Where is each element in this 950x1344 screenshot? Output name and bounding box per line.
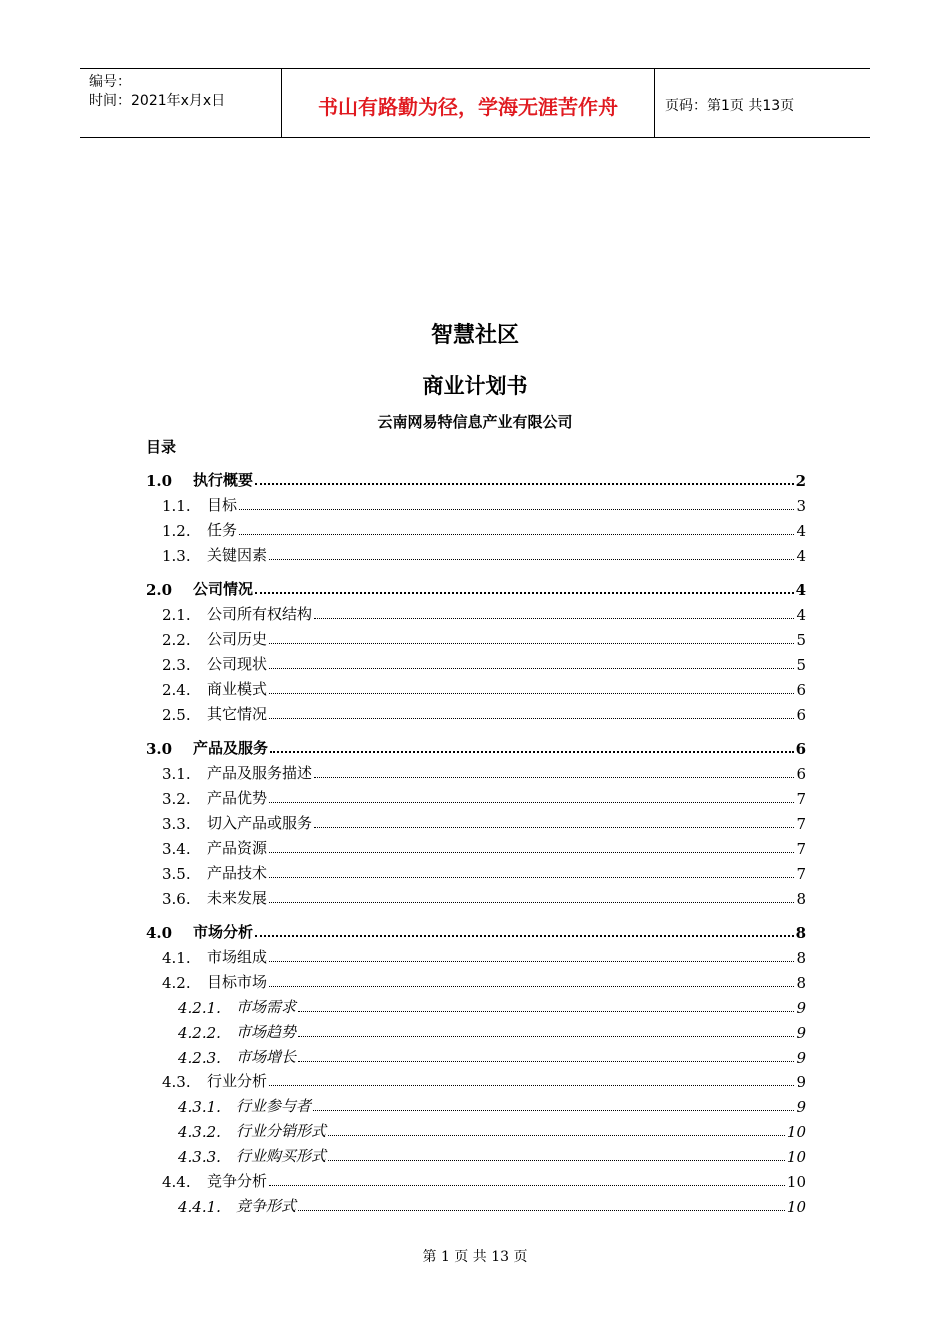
toc-entry-page: 6 — [796, 765, 806, 783]
toc-entry-label: 产品及服务 — [193, 739, 269, 757]
toc-leader-dots — [269, 693, 794, 694]
toc-entry-number: 3.3. — [162, 815, 191, 833]
header-page-label: 页码：第1页 共13页 — [665, 98, 795, 114]
toc-entry-number: 2.0 — [146, 581, 173, 599]
toc-leader-dots — [314, 827, 794, 828]
toc-leader-dots — [269, 852, 794, 853]
toc-entry-page: 2 — [795, 472, 806, 490]
toc-entry-page: 5 — [796, 656, 806, 674]
toc-entry-number: 3.2. — [162, 790, 191, 808]
toc-entry-number: 4.3.1. — [178, 1098, 221, 1116]
toc-entry-label: 产品优势 — [207, 789, 268, 807]
toc-entry[interactable] — [162, 945, 806, 967]
toc-leader-dots — [328, 1160, 785, 1161]
toc-entry[interactable] — [162, 677, 806, 699]
document-title: 智慧社区 — [430, 322, 519, 348]
toc-entry-label: 市场趋势 — [236, 1023, 297, 1041]
header-motto: 书山有路勤为径，学海无涯苦作舟 — [282, 69, 655, 137]
toc-entry-label: 任务 — [207, 521, 238, 539]
number-label: 编号： — [89, 74, 131, 90]
toc-leader-dots — [269, 802, 794, 803]
toc-entry-label: 行业分析 — [207, 1072, 268, 1090]
toc-entry[interactable] — [162, 811, 806, 833]
toc-entry[interactable] — [146, 920, 806, 942]
toc-entry-page: 9 — [796, 999, 806, 1017]
toc-leader-dots — [269, 961, 794, 962]
toc-leader-dots — [269, 668, 794, 669]
toc-entry-label: 行业参与者 — [236, 1097, 312, 1115]
toc-entry-number: 4.2.1. — [178, 999, 221, 1017]
toc-entry-number: 3.5. — [162, 865, 191, 883]
toc-entry[interactable] — [162, 970, 806, 992]
toc-entry-number: 3.1. — [162, 765, 191, 783]
toc-entry-number: 4.3.3. — [178, 1148, 221, 1166]
toc-entry[interactable] — [178, 1094, 806, 1116]
toc-entry[interactable] — [162, 543, 806, 565]
toc-entry-label: 商业模式 — [207, 680, 268, 698]
toc-entry-label: 公司所有权结构 — [207, 605, 313, 623]
toc-entry[interactable] — [178, 995, 806, 1017]
toc-leader-dots — [269, 1085, 794, 1086]
toc-entry-page: 6 — [796, 681, 806, 699]
toc-entry-page: 10 — [786, 1198, 806, 1216]
toc-entry-page: 6 — [796, 706, 806, 724]
toc-entry[interactable] — [178, 1045, 806, 1067]
toc-entry-number: 4.0 — [146, 924, 173, 942]
toc-entry[interactable] — [146, 577, 806, 599]
toc-leader-dots — [269, 559, 794, 560]
toc-entry[interactable] — [162, 1069, 806, 1091]
toc-entry-number: 4.1. — [162, 949, 191, 967]
toc-entry-label: 切入产品或服务 — [207, 814, 313, 832]
toc-entry-label: 产品资源 — [207, 839, 268, 857]
toc-entry-number: 4.2. — [162, 974, 191, 992]
toc-entry-page: 8 — [796, 974, 806, 992]
toc-leader-dots — [269, 986, 794, 987]
toc-entry-number: 4.2.2. — [178, 1024, 221, 1042]
toc-entry-label: 市场增长 — [236, 1048, 297, 1066]
toc-entry[interactable] — [178, 1194, 806, 1216]
toc-entry-page: 4 — [795, 581, 806, 599]
toc-entry-label: 执行概要 — [193, 471, 254, 489]
toc-leader-dots — [314, 618, 794, 619]
toc-entry-page: 9 — [796, 1098, 806, 1116]
header-meta-cell — [80, 69, 282, 137]
toc-leader-dots — [269, 718, 794, 719]
toc-entry-number: 2.3. — [162, 656, 191, 674]
toc-leader-dots — [269, 1185, 785, 1186]
toc-entry-label: 公司情况 — [193, 580, 254, 598]
toc-leader-dots — [298, 1061, 794, 1062]
toc-leader-dots — [298, 1210, 785, 1211]
toc-entry-number: 3.0 — [146, 740, 173, 758]
toc-entry[interactable] — [162, 518, 806, 540]
toc-leader-dots — [239, 534, 794, 535]
toc-entry[interactable] — [162, 602, 806, 624]
toc-entry-page: 7 — [796, 815, 806, 833]
document-subtitle: 商业计划书 — [422, 373, 528, 398]
toc-entry-page: 10 — [786, 1148, 806, 1166]
toc-entry-page: 10 — [786, 1173, 806, 1191]
toc-entry-number: 2.1. — [162, 606, 191, 624]
toc-entry-page: 5 — [796, 631, 806, 649]
toc-leader-dots — [328, 1135, 785, 1136]
toc-entry-label: 公司现状 — [207, 655, 268, 673]
toc-entry-number: 1.1. — [162, 497, 191, 515]
toc-entry-number: 1.2. — [162, 522, 191, 540]
toc-leader-dots — [269, 643, 794, 644]
toc-entry-label: 关键因素 — [207, 546, 268, 564]
toc-entry-page: 9 — [796, 1049, 806, 1067]
toc-entry-label: 目标市场 — [207, 973, 268, 991]
toc-entry-page: 4 — [796, 606, 806, 624]
toc-entry-number: 4.2.3. — [178, 1049, 221, 1067]
page-footer: 第 1 页 共 13 页 — [422, 1249, 528, 1265]
toc-entry-label: 其它情况 — [207, 705, 268, 723]
toc-entry[interactable] — [162, 652, 806, 674]
toc-entry-page: 7 — [796, 865, 806, 883]
toc-entry-page: 3 — [796, 497, 806, 515]
toc-entry-page: 7 — [796, 840, 806, 858]
toc-entry-number: 3.4. — [162, 840, 191, 858]
toc-leader-dots — [255, 935, 794, 937]
toc-entry[interactable] — [178, 1144, 806, 1166]
toc-entry-page: 10 — [786, 1123, 806, 1141]
toc-entry-label: 市场需求 — [236, 998, 297, 1016]
toc-leader-dots — [269, 877, 794, 878]
toc-entry-number: 2.2. — [162, 631, 191, 649]
toc-heading: 目录 — [146, 438, 177, 456]
page-header — [80, 68, 870, 138]
toc-entry-page: 8 — [796, 949, 806, 967]
toc-entry-number: 4.3.2. — [178, 1123, 221, 1141]
toc-entry[interactable] — [162, 493, 806, 515]
toc-entry-label: 市场组成 — [207, 948, 268, 966]
toc-entry[interactable] — [162, 1169, 806, 1191]
toc-entry-page: 9 — [796, 1024, 806, 1042]
company-name: 云南网易特信息产业有限公司 — [377, 413, 573, 431]
toc-leader-dots — [314, 777, 794, 778]
toc-leader-dots — [313, 1110, 794, 1111]
toc-entry-page: 6 — [795, 740, 806, 758]
toc-entry-number: 1.3. — [162, 547, 191, 565]
toc-entry-page: 8 — [795, 924, 806, 942]
toc-leader-dots — [239, 509, 794, 510]
toc-entry-label: 产品技术 — [207, 864, 268, 882]
toc-entry-label: 行业分销形式 — [236, 1122, 327, 1140]
toc-entry-label: 产品及服务描述 — [207, 764, 313, 782]
toc-leader-dots — [255, 483, 794, 485]
toc-entry-page: 4 — [796, 522, 806, 540]
toc-entry[interactable] — [162, 861, 806, 883]
toc-entry-number: 4.4.1. — [178, 1198, 221, 1216]
toc-entry[interactable] — [162, 627, 806, 649]
toc-entry-number: 2.4. — [162, 681, 191, 699]
toc-entry-page: 7 — [796, 790, 806, 808]
toc-entry[interactable] — [178, 1020, 806, 1042]
toc-entry-label: 行业购买形式 — [236, 1147, 327, 1165]
toc-entry-number: 1.0 — [146, 472, 173, 490]
toc-entry-label: 竞争形式 — [236, 1197, 297, 1215]
time-label: 时间：2021年x月x日 — [89, 93, 226, 109]
toc-entry[interactable] — [162, 761, 806, 783]
toc-entry-number: 4.3. — [162, 1073, 191, 1091]
toc-entry-label: 未来发展 — [207, 889, 268, 907]
toc-entry-label: 竞争分析 — [207, 1172, 268, 1190]
toc-leader-dots — [298, 1036, 794, 1037]
toc-entry-number: 3.6. — [162, 890, 191, 908]
toc-entry[interactable] — [178, 1119, 806, 1141]
toc-leader-dots — [270, 751, 794, 753]
toc-entry[interactable] — [162, 786, 806, 808]
toc-leader-dots — [269, 902, 794, 903]
toc-entry-label: 目标 — [207, 496, 238, 514]
toc-entry[interactable] — [162, 886, 806, 908]
toc-entry[interactable] — [146, 468, 806, 490]
toc-entry[interactable] — [162, 836, 806, 858]
toc-entry-label: 市场分析 — [193, 923, 254, 941]
toc-entry[interactable] — [146, 736, 806, 758]
toc-entry-number: 4.4. — [162, 1173, 191, 1191]
toc-entry[interactable] — [162, 702, 806, 724]
toc-entry-page: 8 — [796, 890, 806, 908]
toc-entry-page: 9 — [796, 1073, 806, 1091]
toc-leader-dots — [298, 1011, 794, 1012]
toc-leader-dots — [255, 592, 794, 594]
toc-entry-label: 公司历史 — [207, 630, 268, 648]
toc-entry-number: 2.5. — [162, 706, 191, 724]
toc-entry-page: 4 — [796, 547, 806, 565]
